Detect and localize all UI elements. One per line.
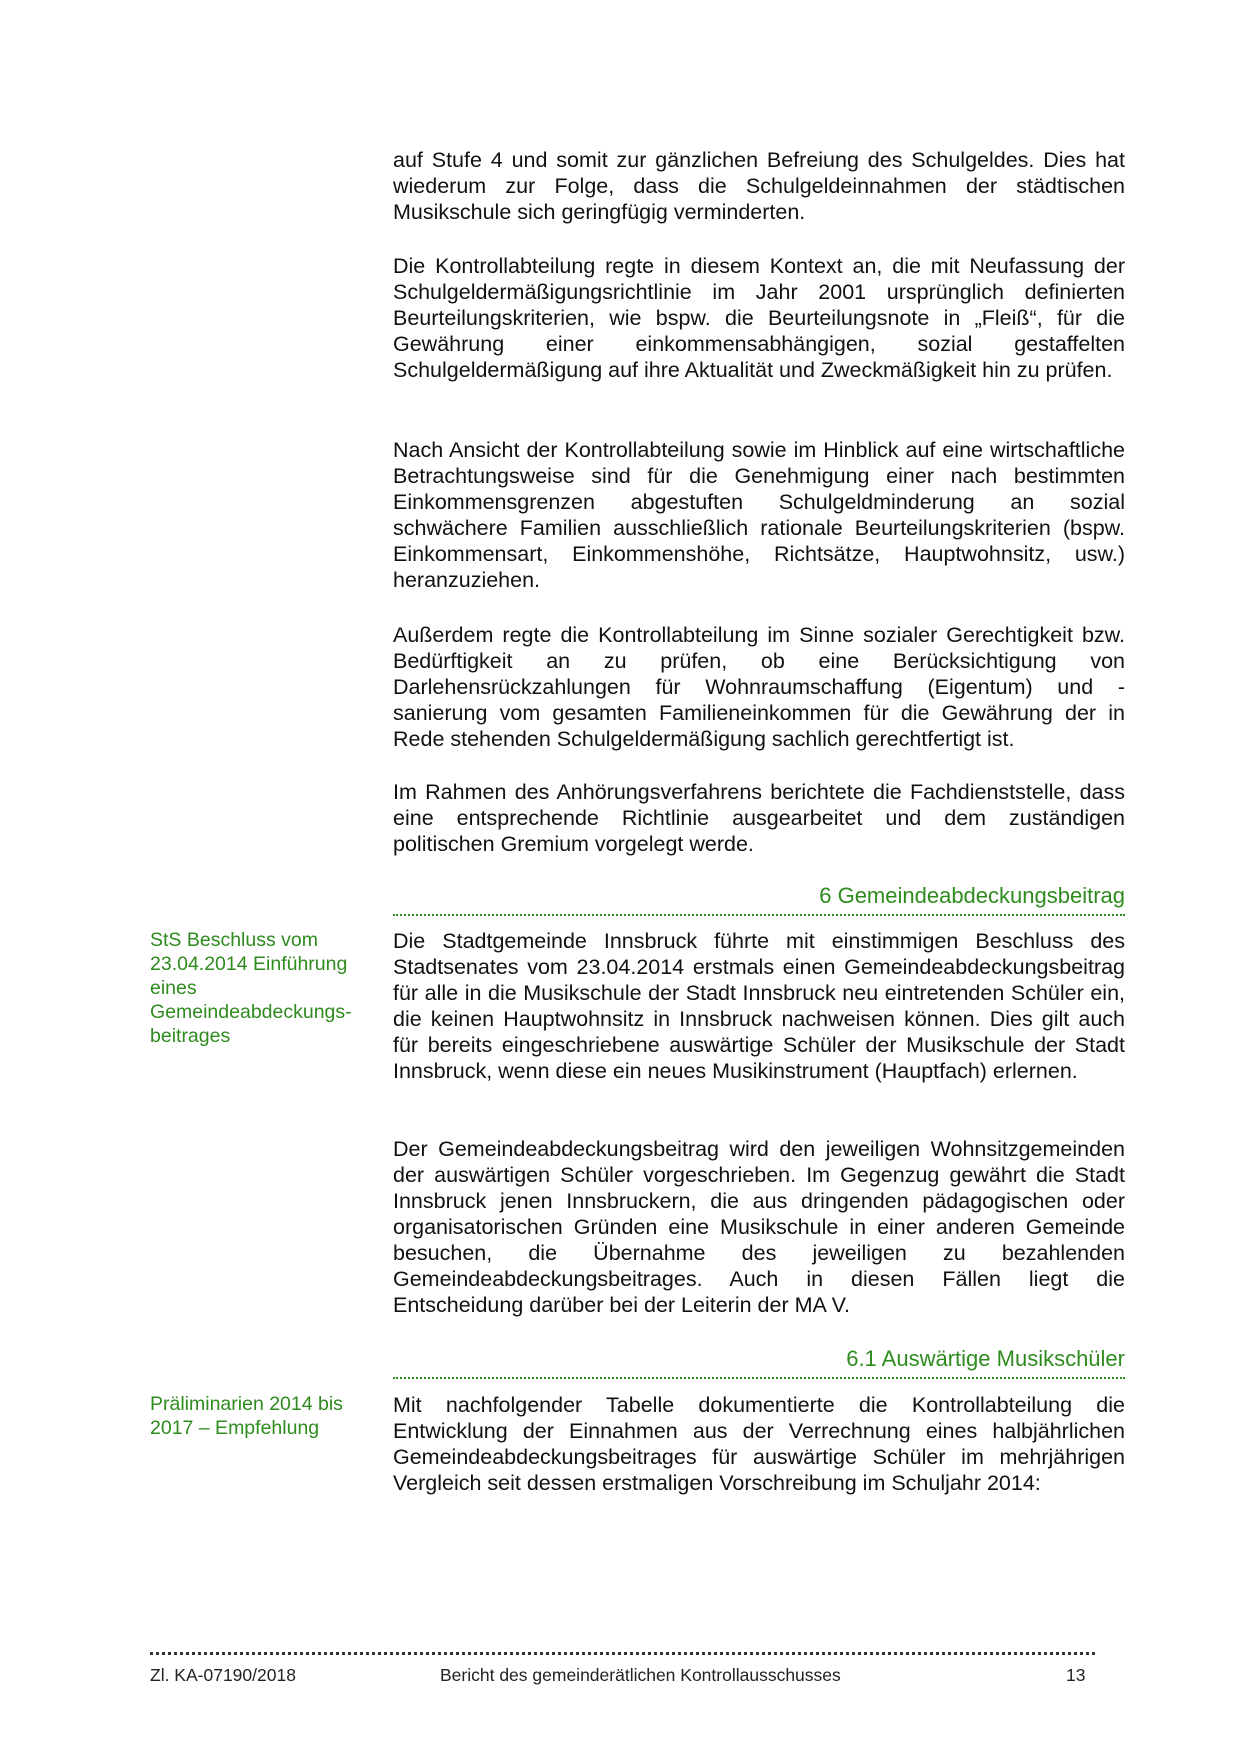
footer-page-number: 13 [1066, 1665, 1086, 1685]
paragraph-tabelle-einnahmen: Mit nachfolgender Tabelle dokumentierte die Kontrollabteilung die Entwicklung der Einnahmen aus der Verrechnung eines halbjährlichen Gemeindeabdeckungsbeitrages für auswärtige Schüler im mehrjährigen Vergleich seit dessen erstmaligen Vorschreibung im Schuljahr 2014: [393, 1393, 1125, 1495]
paragraph-kontext-anregung: Die Kontrollabteilung regte in diesem Kontext an, die mit Neufassung der Schulgeldermäßigungsrichtlinie im Jahr 2001 ursprünglich definierten Beurteilungskriterien, wie bspw. die Beurteilungsnote in „Fleiß“, für die Gewährung einer einkommensabhängigen, sozial gestaffelten Schulgeldermäßigung auf ihre Aktualität und Zweckmäßigkeit hin zu prüfen. [393, 254, 1125, 382]
section-heading-6: 6 Gemeindeabdeckungsbeitrag [393, 883, 1125, 916]
paragraph-anhoerungsverfahren: Im Rahmen des Anhörungsverfahrens berichtete die Fachdienststelle, dass eine entsprechende Richtlinie ausgearbeitet und dem zuständigen politischen Gremium vorgelegt werde. [393, 780, 1125, 856]
footer-reference: Zl. KA-07190/2018 [150, 1665, 296, 1685]
paragraph-wohnsitzgemeinden: Der Gemeindeabdeckungsbeitrag wird den jeweiligen Wohnsitzgemeinden der auswärtigen Schüler vorgeschrieben. Im Gegenzug gewährt die Stadt Innsbruck jenen Innsbruckern, die aus dringenden pädagogischen oder organisatorischen Gründen eine Musikschule in einer anderen Gemeinde besuchen, die Übernahme des jeweiligen zu bezahlenden Gemeindeabdeckungsbeitrages. Auch in diesen Fällen liegt die Entscheidung darüber bei der Leiterin der MA V. [393, 1137, 1125, 1317]
paragraph-schulgeld-befreiung: auf Stufe 4 und somit zur gänzlichen Befreiung des Schulgeldes. Dies hat wiederum zur Folge, dass die Schulgeldeinnahmen der städtischen Musikschule sich geringfügig verminderten. [393, 148, 1125, 224]
section-heading-6-1: 6.1 Auswärtige Musikschüler [393, 1346, 1125, 1379]
footer-report-title: Bericht des gemeinderätlichen Kontrollausschusses [440, 1665, 841, 1685]
side-note-praeliminarien: Präliminarien 2014 bis 2017 – Empfehlung [150, 1393, 343, 1439]
footer-divider [150, 1652, 1095, 1655]
side-note-sts-beschluss: StS Beschluss vom 23.04.2014 Einführung eines Gemeindeabdeckungs-beitrages [150, 929, 352, 1047]
paragraph-stadtsenat-beschluss: Die Stadtgemeinde Innsbruck führte mit einstimmigen Beschluss des Stadtsenates vom 23.04.2014 erstmals einen Gemeindeabdeckungsbeitrag für alle in die Musikschule der Stadt Innsbruck neu eintretenden Schüler ein, die keinen Hauptwohnsitz in Innsbruck nachweisen können. Dies gilt auch für bereits eingeschriebene auswärtige Schüler der Musikschule der Stadt Innsbruck, wenn diese ein neues Musikinstrument (Hauptfach) erlernen. [393, 929, 1125, 1083]
paragraph-soziale-gerechtigkeit: Außerdem regte die Kontrollabteilung im Sinne sozialer Gerechtigkeit bzw. Bedürftigkeit an zu prüfen, ob eine Berücksichtigung von Darlehensrückzahlungen für Wohnraumschaffung (Eigentum) und -sanierung vom gesamten Familieneinkommen für die Gewährung der in Rede stehenden Schulgeldermäßigung sachlich gerechtfertigt ist. [393, 623, 1125, 751]
paragraph-beurteilungskriterien: Nach Ansicht der Kontrollabteilung sowie im Hinblick auf eine wirtschaftliche Betrachtungsweise sind für die Genehmigung einer nach bestimmten Einkommensgrenzen abgestuften Schulgeldminderung an sozial schwächere Familien ausschließlich rationale Beurteilungskriterien (bspw. Einkommensart, Einkommenshöhe, Richtsätze, Hauptwohnsitz, usw.) heranzuziehen. [393, 438, 1125, 592]
